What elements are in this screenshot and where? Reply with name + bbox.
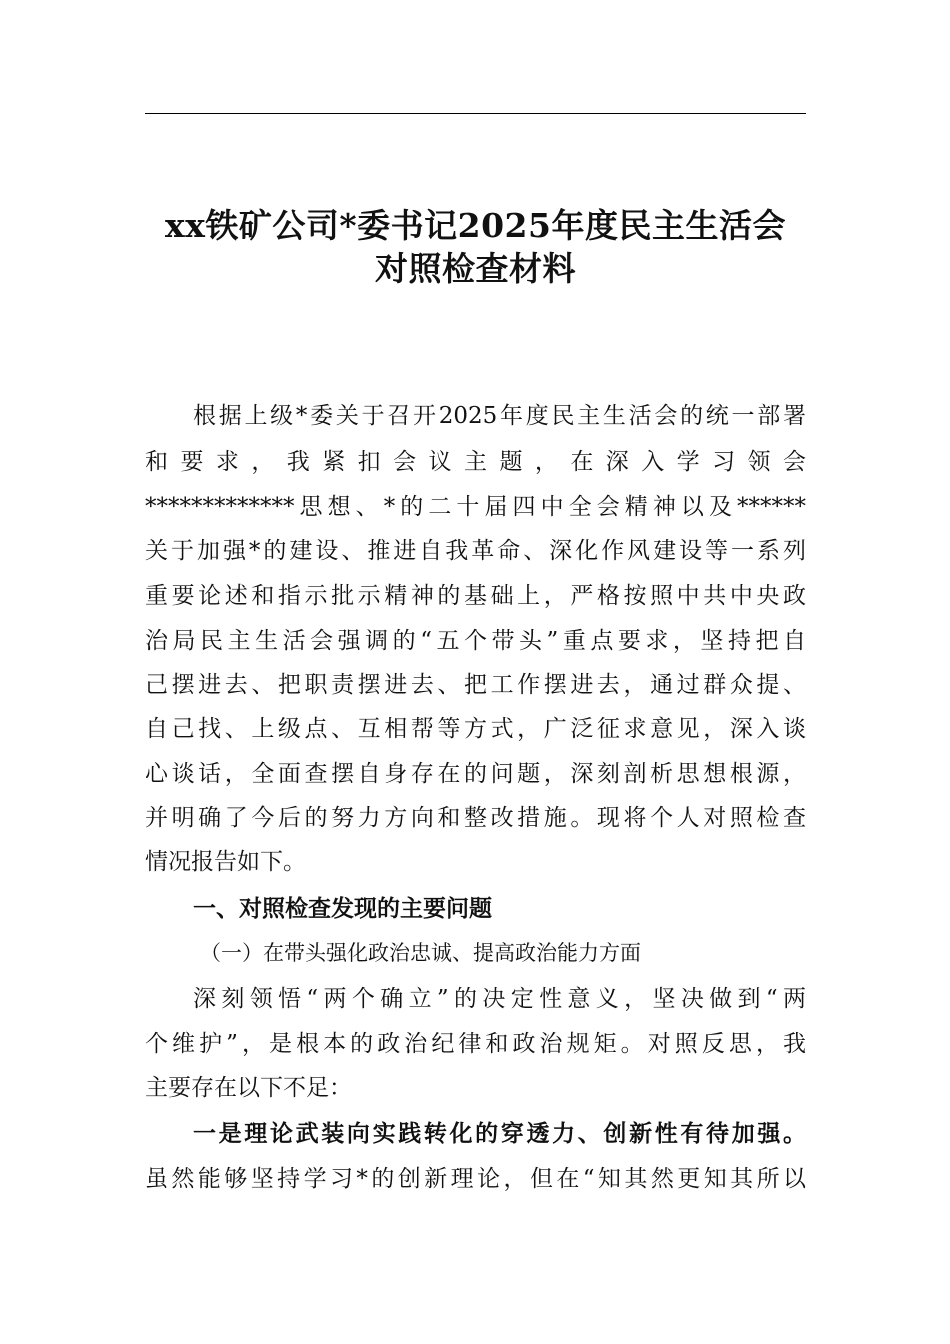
intro-paragraph-line: *************思想、*的二十届四中全会精神以及******	[145, 494, 806, 520]
intro-paragraph-line: 重要论述和指示批示精神的基础上，严格按照中共中央政	[145, 583, 806, 609]
body-paragraph-line: 虽然能够坚持学习*的创新理论，但在“知其然更知其所以	[145, 1166, 806, 1192]
header-rule	[145, 113, 806, 114]
point-heading: 一是理论武装向实践转化的穿透力、创新性有待加强。	[193, 1120, 806, 1147]
intro-paragraph-line: 心谈话，全面查摆自身存在的问题，深刻剖析思想根源，	[145, 761, 806, 787]
intro-paragraph-line: 关于加强*的建设、推进自我革命、深化作风建设等一系列	[145, 538, 806, 564]
document-title-line-1: xx铁矿公司*委书记2025年度民主生活会	[165, 206, 786, 245]
body-paragraph-line: 主要存在以下不足：	[145, 1075, 352, 1101]
body-paragraph-line: 个维护”，是根本的政治纪律和政治规矩。对照反思，我	[145, 1031, 806, 1057]
intro-paragraph-line: 治局民主生活会强调的“五个带头”重点要求，坚持把自	[145, 628, 806, 654]
body-paragraph-line: 深刻领悟“两个确立”的决定性意义，坚决做到“两	[193, 986, 806, 1012]
intro-paragraph-line: 情况报告如下。	[145, 849, 306, 875]
intro-paragraph-line: 并明确了今后的努力方向和整改措施。现将个人对照检查	[145, 805, 806, 831]
subsection-heading: （一）在带头强化政治忠诚、提高政治能力方面	[200, 941, 641, 965]
document-title-line-2: 对照检查材料	[375, 249, 576, 288]
section-heading: 一、对照检查发现的主要问题	[193, 896, 492, 922]
intro-paragraph-line: 自己找、上级点、互相帮等方式，广泛征求意见，深入谈	[145, 716, 806, 742]
intro-paragraph-line: 己摆进去、把职责摆进去、把工作摆进去，通过群众提、	[145, 672, 806, 698]
intro-paragraph-line: 根据上级*委关于召开2025年度民主生活会的统一部署	[193, 403, 806, 429]
intro-paragraph-line: 和要求，我紧扣会议主题，在深入学习领会	[145, 449, 806, 475]
